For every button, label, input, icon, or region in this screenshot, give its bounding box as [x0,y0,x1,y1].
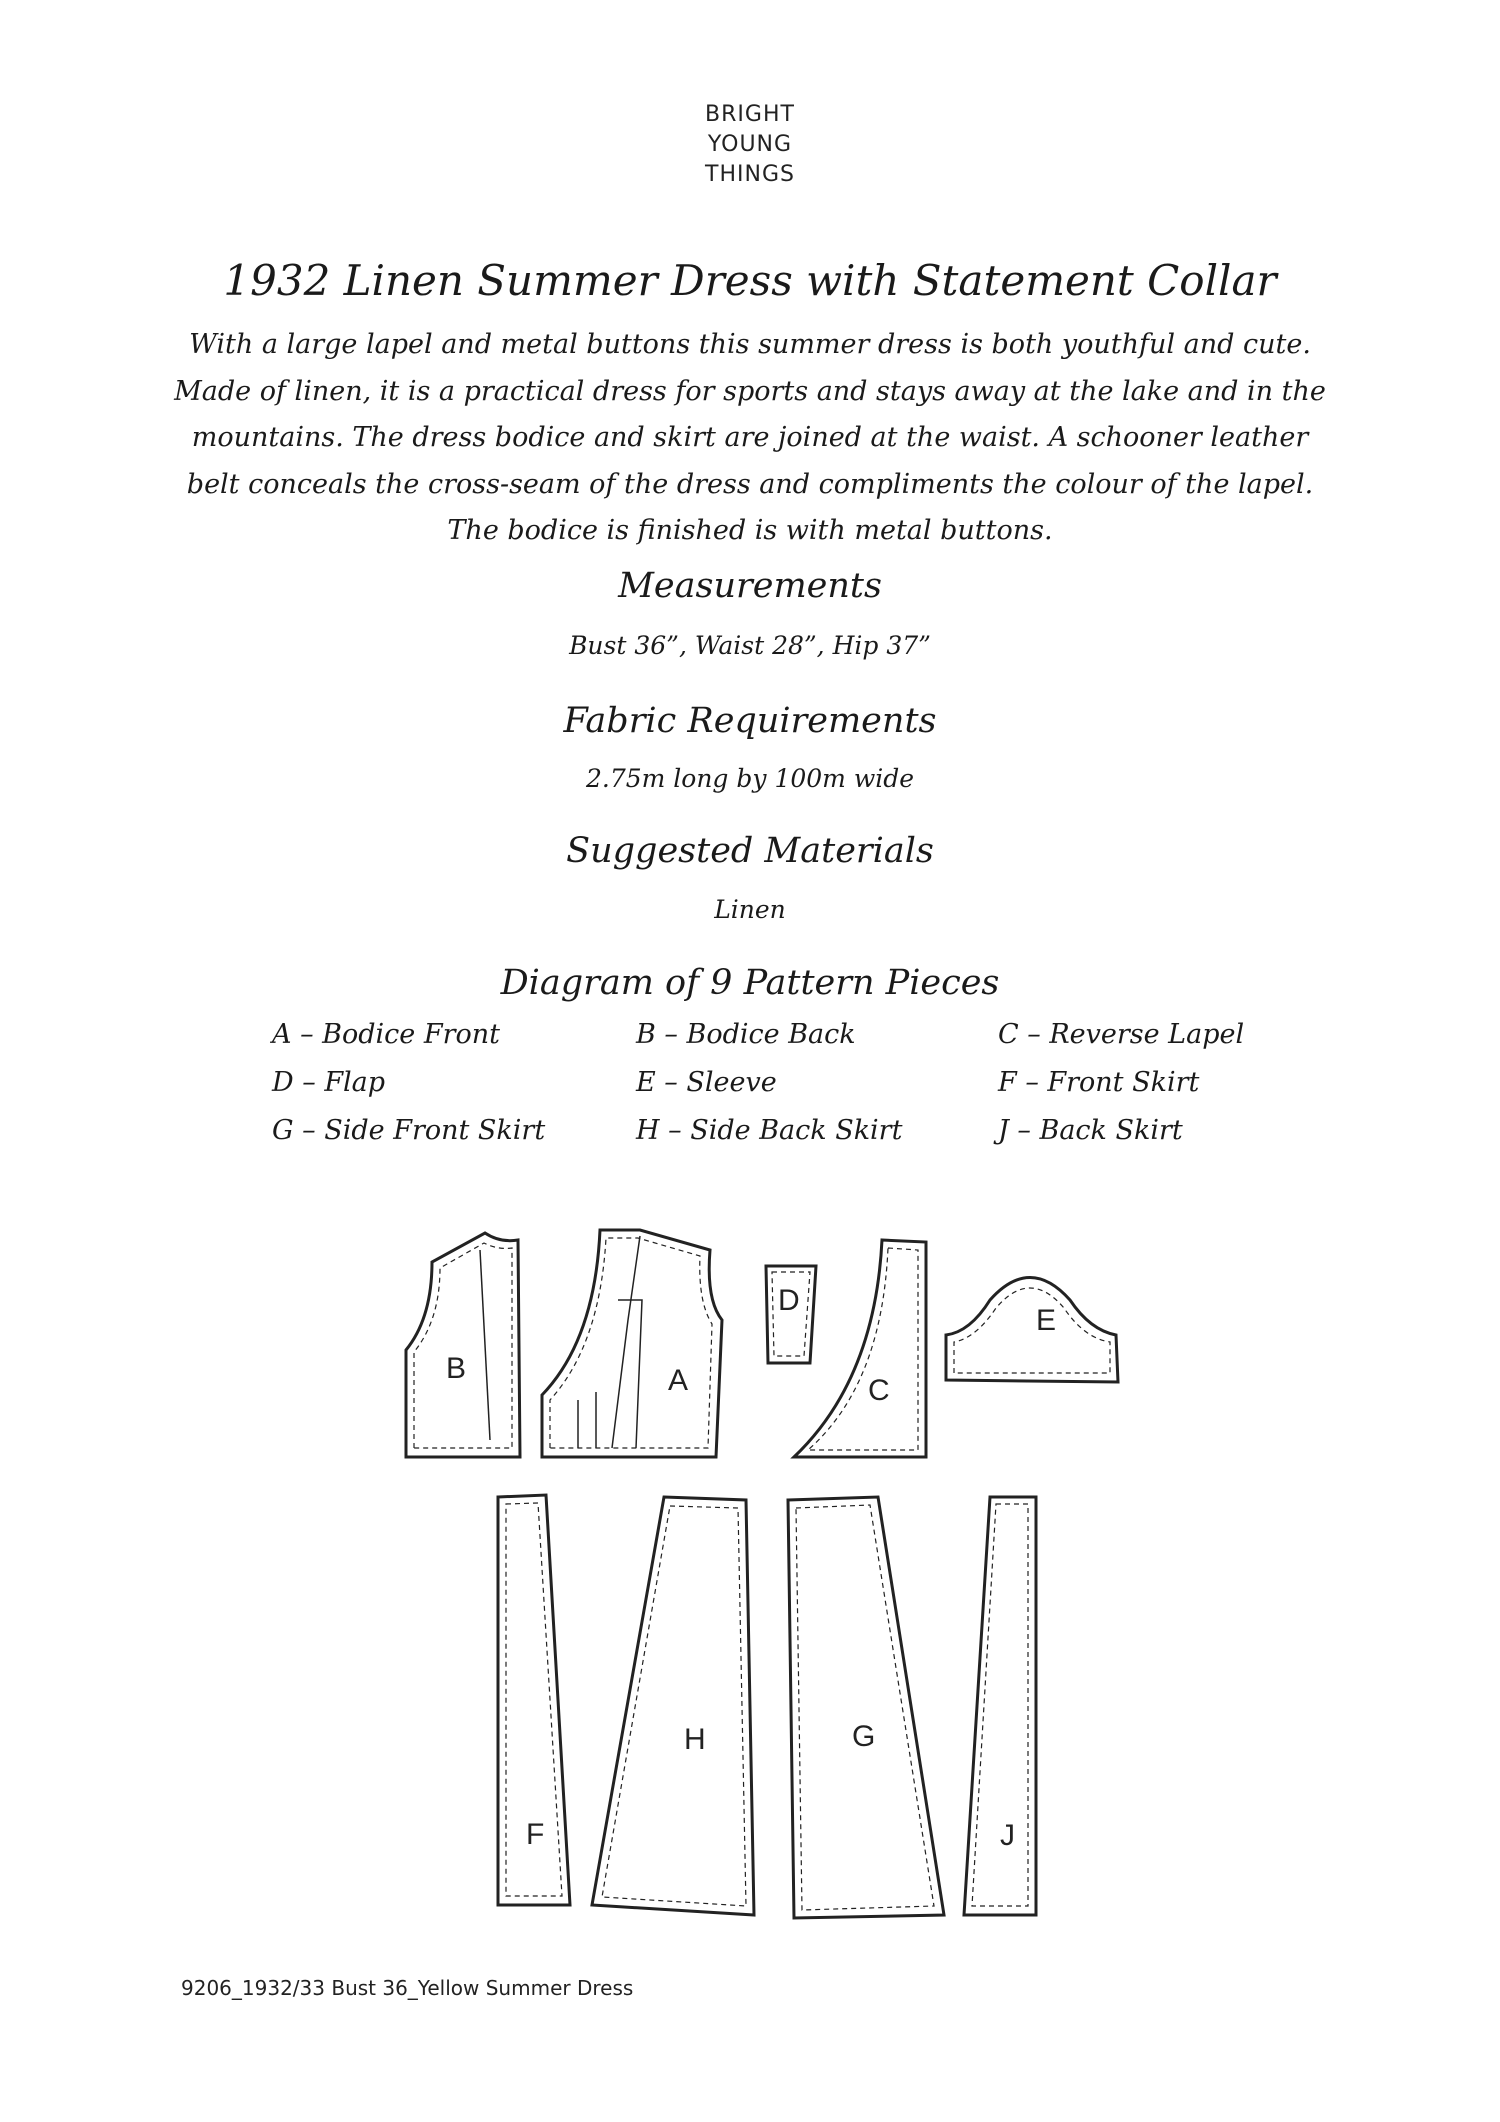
intro-paragraph: With a large lapel and metal buttons this summer dress is both youthful and cute. Made of linen, it is a practical dress for sports and stays away at the lake and in the mountains. The dress bodice and skirt are joined at the waist. A schooner leather belt conceals the cross-seam of the dress and compliments the colour of the lapel. The bodice is finished is with metal buttons. [174,329,1326,546]
piece-e-letter: E [1036,1304,1057,1337]
logo-line-2: YOUNG [707,132,793,157]
piece-e-label: E – Sleeve [636,1067,777,1098]
piece-d-letter: D [778,1284,800,1317]
piece-c-letter: C [868,1374,890,1407]
diagram-heading: Diagram of 9 Pattern Pieces [500,963,1000,1003]
piece-g-label: G – Side Front Skirt [272,1115,546,1146]
piece-j-label: J – Back Skirt [998,1115,1183,1146]
piece-h-shape [592,1497,754,1915]
document-footer: 9206_1932/33 Bust 36_Yellow Summer Dress [181,1976,634,2000]
piece-h-letter: H [684,1723,706,1756]
measurements-heading: Measurements [618,566,882,606]
piece-c-label: C – Reverse Lapel [998,1019,1245,1050]
piece-a-shape [542,1230,722,1457]
fabric-heading: Fabric Requirements [563,701,937,741]
pattern-diagram [390,1215,1150,1935]
piece-b-letter: B [446,1352,467,1385]
piece-g-letter: G [852,1720,876,1753]
piece-f-letter: F [526,1818,545,1851]
piece-d-label: D – Flap [272,1067,386,1098]
logo-line-3: THINGS [705,162,795,187]
materials-text: Linen [714,895,786,924]
piece-b-shape [406,1233,520,1457]
piece-b-label: B – Bodice Back [636,1019,856,1050]
piece-j-shape [964,1497,1036,1915]
logo-line-1: BRIGHT [705,102,795,127]
piece-g-shape [788,1497,944,1918]
materials-heading: Suggested Materials [566,831,934,871]
brand-logo [0,100,1500,190]
piece-d-shape [766,1266,816,1363]
fabric-text: 2.75m long by 100m wide [585,764,915,793]
piece-c-shape [794,1240,926,1457]
measurements-text: Bust 36”, Waist 28”, Hip 37” [569,631,931,660]
piece-h-label: H – Side Back Skirt [636,1115,903,1146]
piece-a-label: A – Bodice Front [272,1019,500,1050]
piece-j-letter: J [1000,1819,1015,1852]
page-title: 1932 Linen Summer Dress with Statement Collar [223,256,1277,305]
piece-f-shape [498,1495,570,1905]
piece-f-label: F – Front Skirt [998,1067,1200,1098]
piece-a-letter: A [668,1364,689,1397]
piece-e-shape [946,1278,1118,1383]
